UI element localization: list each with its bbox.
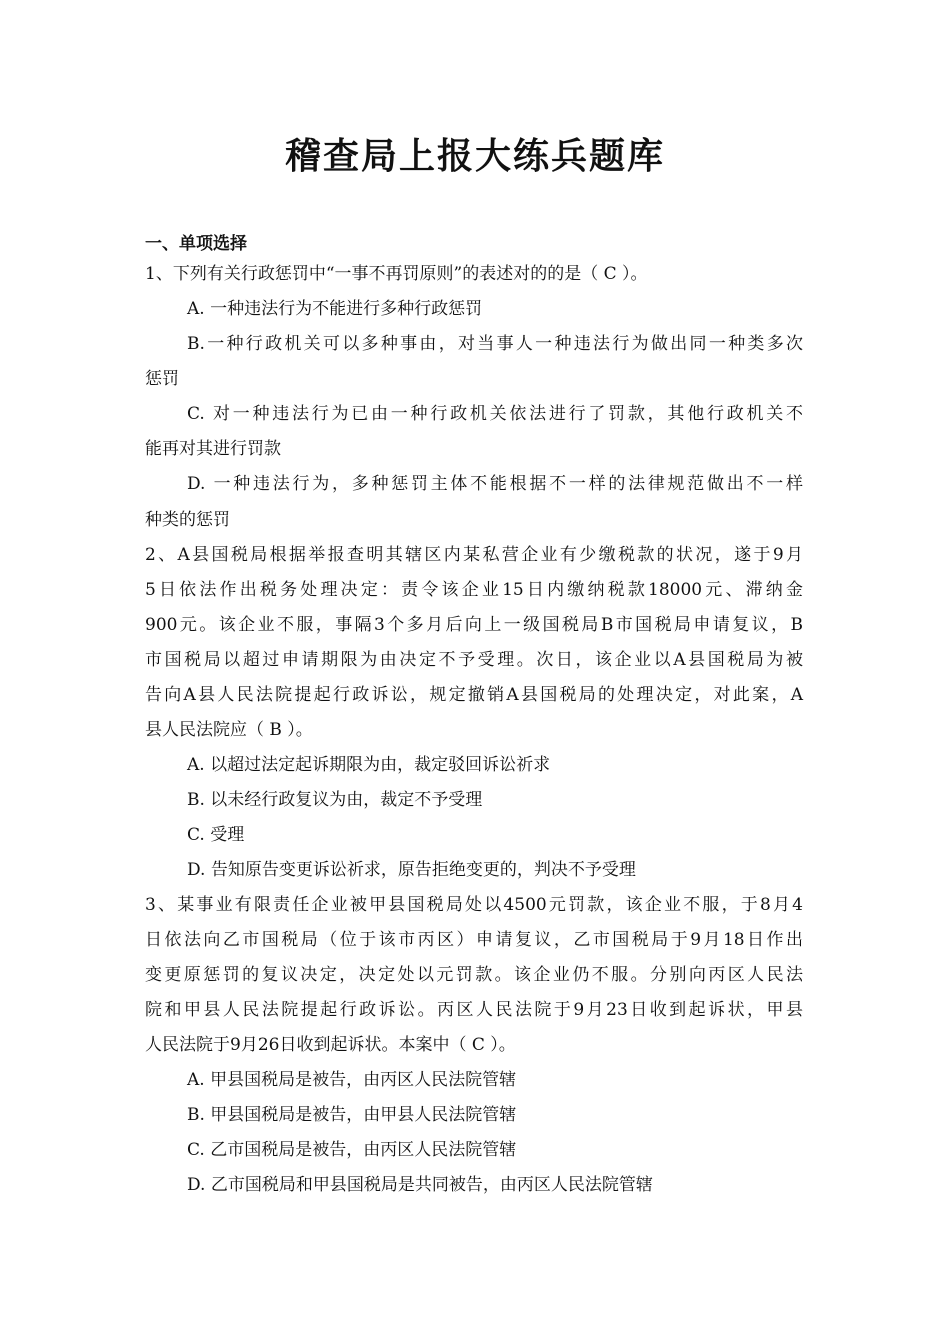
q1-option-d: D. 一种违法行为，多种惩罚主体不能根据不一样的法律规范做出不一样 [187, 474, 803, 494]
q1-option-b-cont: 惩罚 [145, 369, 179, 389]
q3-stem-line: 院和甲县人民法院提起行政诉讼。丙区人民法院于9月23日收到起诉状，甲县 [145, 1000, 803, 1020]
q2-stem-line: 市国税局以超过申请期限为由决定不予受理。次日，该企业以A县国税局为被 [145, 650, 803, 670]
q3-option-a: A. 甲县国税局是被告，由丙区人民法院管辖 [187, 1070, 517, 1090]
q2-option-c: C. 受理 [187, 825, 245, 845]
q3-option-b: B. 甲县国税局是被告，由甲县人民法院管辖 [187, 1105, 517, 1125]
q3-stem-line: 人民法院于9月26日收到起诉状。本案中（ C ）。 [145, 1035, 516, 1055]
q1-stem-line: 1、下列有关行政惩罚中“一事不再罚原则”的表述对的的是（ C ）。 [145, 264, 648, 284]
q3-stem-line: 3、某事业有限责任企业被甲县国税局处以4500元罚款，该企业不服，于8月4 [145, 895, 803, 915]
q2-option-b: B. 以未经行政复议为由，裁定不予受理 [187, 790, 483, 810]
section-heading: 一、单项选择 [145, 234, 247, 254]
q2-stem-line: 5日依法作出税务处理决定：责令该企业15日内缴纳税款18000元、滞纳金 [145, 580, 803, 600]
document-title: 稽查局上报大练兵题库 [284, 136, 665, 177]
q1-option-c-cont: 能再对其进行罚款 [145, 439, 281, 459]
q1-option-c: C. 对一种违法行为已由一种行政机关依法进行了罚款，其他行政机关不 [187, 404, 803, 424]
q2-stem-line: 县人民法院应（ B ）。 [145, 720, 313, 740]
q3-stem-line: 日依法向乙市国税局（位于该市丙区）申请复议，乙市国税局于9月18日作出 [145, 930, 803, 950]
q1-option-a: A. 一种违法行为不能进行多种行政惩罚 [187, 299, 483, 319]
q1-option-d-cont: 种类的惩罚 [145, 510, 230, 530]
q2-option-d: D. 告知原告变更诉讼祈求，原告拒绝变更的，判决不予受理 [187, 860, 636, 880]
q1-option-b: B.一种行政机关可以多种事由，对当事人一种违法行为做出同一种类多次 [187, 334, 803, 354]
q2-stem-line: 900元。该企业不服，事隔3个多月后向上一级国税局B市国税局申请复议，B [145, 615, 803, 635]
q3-stem-line: 变更原惩罚的复议决定，决定处以元罚款。该企业仍不服。分别向丙区人民法 [145, 965, 803, 985]
q2-option-a: A. 以超过法定起诉期限为由，裁定驳回诉讼祈求 [187, 755, 551, 775]
q3-option-d: D. 乙市国税局和甲县国税局是共同被告，由丙区人民法院管辖 [187, 1175, 653, 1195]
q3-option-c: C. 乙市国税局是被告，由丙区人民法院管辖 [187, 1140, 517, 1160]
q2-stem-line: 2、A县国税局根据举报查明其辖区内某私营企业有少缴税款的状况，遂于9月 [145, 545, 803, 565]
q2-stem-line: 告向A县人民法院提起行政诉讼，规定撤销A县国税局的处理决定，对此案，A [145, 685, 803, 705]
